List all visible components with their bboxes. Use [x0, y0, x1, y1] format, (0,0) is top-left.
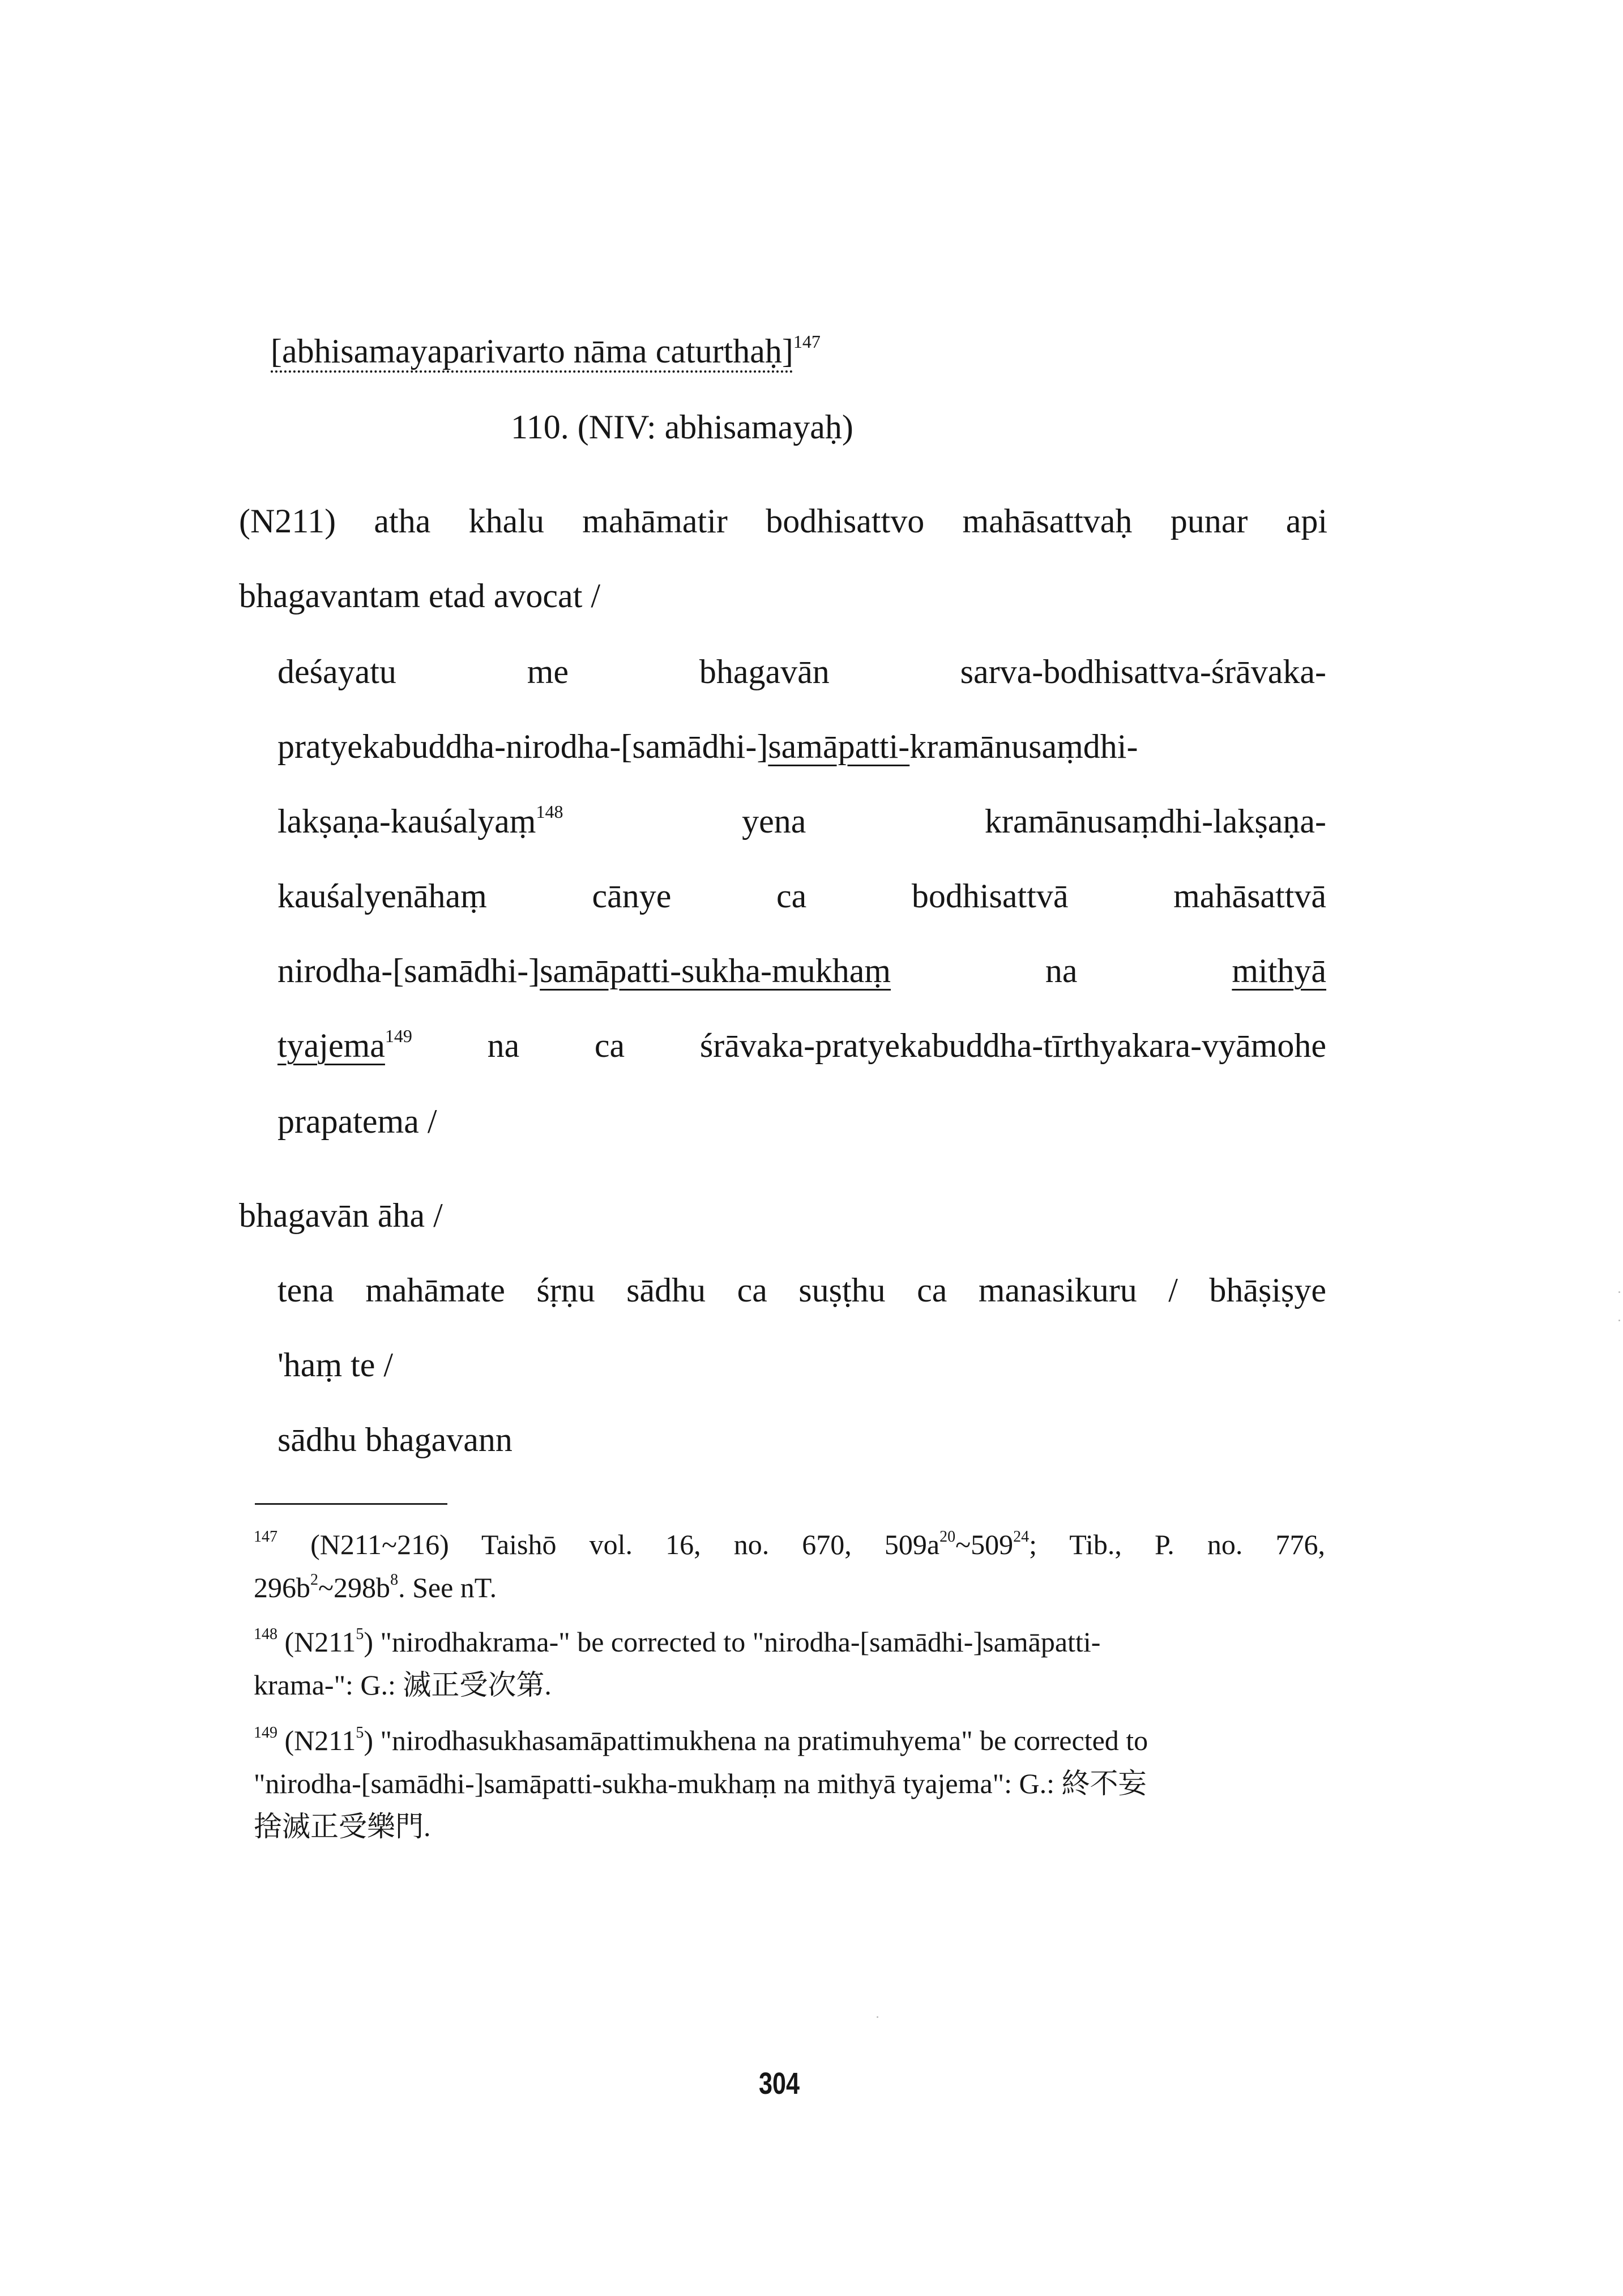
footnote-149-line2: "nirodha-[samādhi-]samāpatti-sukha-mukhaṃ na mithyā tyajema": G.: 終不妄	[254, 1768, 1147, 1799]
scan-speck	[1618, 1291, 1620, 1293]
request-text: nirodha-[samādhi-]	[277, 952, 540, 989]
request-word: kauśalyenāhaṃ	[277, 877, 487, 915]
footnote-text: (N211	[284, 1626, 356, 1658]
footnote-word	[254, 1529, 1325, 1560]
request-word: mahāsattvā	[1173, 877, 1327, 915]
footnote-148-line2: krama-": G.: 滅正受次第.	[254, 1669, 552, 1701]
request-word: me	[527, 653, 569, 690]
footnote-149-line1	[254, 1726, 1148, 1755]
request-word: bodhisattvā	[911, 877, 1069, 915]
request-line5	[277, 954, 1326, 988]
request-line7: prapatema /	[277, 1103, 437, 1140]
superscript: 24	[1013, 1528, 1030, 1546]
footnote-ref-148: 148	[536, 801, 563, 822]
footnote-147-line2	[254, 1573, 497, 1602]
chapter-heading	[271, 331, 821, 370]
reply-line2: 'haṃ te /	[277, 1346, 394, 1384]
request-word: ca	[776, 877, 807, 915]
section-title: 110. (NIV: abhisamayaḥ)	[511, 408, 853, 446]
footnote-text: ) "nirodhasukhasamāpattimukhena na pratimuhyema" be corrected to	[364, 1725, 1148, 1756]
request-word: na	[1045, 952, 1078, 989]
chapter-heading-text: [abhisamayaparivarto nāma caturthaḥ]	[271, 332, 793, 370]
superscript: 5	[356, 1625, 364, 1643]
footnote-text: (N211~216) Taishō vol. 16, no. 670, 509a	[310, 1529, 940, 1560]
superscript: 8	[390, 1571, 399, 1589]
request-line4	[277, 879, 1326, 913]
scan-speck	[1618, 1320, 1620, 1321]
footnote-148-line1	[254, 1625, 1101, 1658]
footnote-separator	[255, 1503, 447, 1505]
reply-line1: tena mahāmate śṛṇu sādhu ca suṣṭhu ca manasikuru / bhāṣiṣye	[277, 1271, 1326, 1309]
reply-speaker: bhagavān āha /	[239, 1197, 443, 1234]
request-word	[277, 1027, 412, 1064]
request-line1	[277, 655, 1326, 689]
para1-line2: bhagavantam etad avocat /	[239, 577, 601, 614]
footnote-text: . See nT.	[398, 1572, 497, 1603]
footnote-text: ) "nirodhakrama-" be corrected to "nirodha-[samādhi-]samāpatti-	[364, 1626, 1101, 1658]
request-line3	[277, 801, 1327, 840]
request-word: yena	[742, 803, 806, 840]
request-text: na ca śrāvaka-pratyekabuddha-tīrthyakara-vyāmohe	[487, 1027, 1326, 1064]
underlined-term: mithyā	[1232, 952, 1326, 989]
request-text: lakṣaṇa-kauśalyaṃ	[277, 803, 536, 840]
para1-line1: (N211) atha khalu mahāmatir bodhisattvo mahāsattvaḥ punar api	[239, 502, 1327, 540]
request-text: kramānusaṃdhi-	[909, 728, 1138, 765]
superscript: 2	[310, 1571, 318, 1589]
request-word: deśayatu	[277, 653, 396, 690]
superscript: 5	[356, 1724, 364, 1742]
request-line2	[277, 729, 1138, 763]
footnote-text: (N211	[284, 1725, 356, 1756]
footnote-text: ; Tib., P. no. 776,	[1029, 1529, 1325, 1560]
footnote-number: 149	[254, 1724, 277, 1742]
footnote-149-line3: 捨滅正受樂門.	[254, 1811, 431, 1842]
footnote-number: 148	[254, 1625, 277, 1643]
underlined-term: samāpatti-sukha-mukhaṃ	[540, 952, 891, 989]
reply-line3: sādhu bhagavann	[277, 1421, 512, 1458]
footnote-text: ~298b	[318, 1572, 391, 1603]
footnote-text: ~509	[955, 1529, 1014, 1560]
request-word: kramānusaṃdhi-lakṣaṇa-	[984, 803, 1327, 840]
request-word: cānye	[592, 877, 672, 915]
request-line6	[277, 1028, 1326, 1062]
underlined-term: samāpatti-	[768, 728, 910, 765]
page-number: 304	[759, 2067, 800, 2101]
request-word: sarva-bodhisattva-śrāvaka-	[960, 653, 1327, 690]
request-word: bhagavān	[699, 653, 830, 690]
footnote-ref-149: 149	[385, 1026, 412, 1046]
footnote-number: 147	[254, 1528, 277, 1546]
request-word	[277, 952, 891, 989]
request-word	[277, 803, 563, 840]
underlined-term: tyajema	[277, 1027, 385, 1064]
footnote-ref-147: 147	[793, 331, 821, 352]
request-text: pratyekabuddha-nirodha-[samādhi-]	[277, 728, 768, 765]
footnote-147-line1	[254, 1530, 1325, 1559]
scan-speck	[877, 2016, 878, 2018]
footnote-text: 296b	[254, 1572, 310, 1603]
superscript: 20	[939, 1528, 956, 1546]
